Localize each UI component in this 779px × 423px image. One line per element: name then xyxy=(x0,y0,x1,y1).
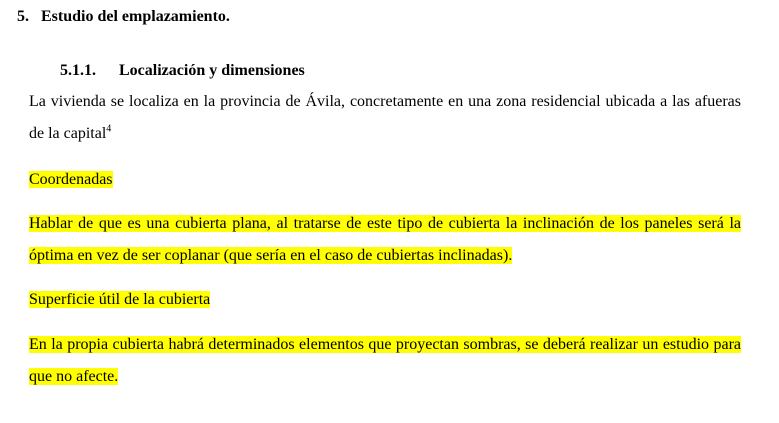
section-number: 5. xyxy=(17,8,29,25)
usable-surface-text: Superficie útil de la cubierta xyxy=(29,291,211,308)
shading-text: En la propia cubierta habrá determinados elementos que proyectan sombras, se deberá realizar un estudio para que no afecte. xyxy=(29,336,741,385)
flat-roof-paragraph xyxy=(29,208,741,272)
intro-paragraph xyxy=(29,86,741,150)
subsection-number: 5.1.1. xyxy=(60,62,96,79)
usable-surface-paragraph xyxy=(29,284,741,316)
intro-text: La vivienda se localiza en la provincia de Ávila, concretamente en una zona residencial ubicada a las afueras de la capital xyxy=(29,93,741,142)
coordinates-text: Coordenadas xyxy=(29,171,113,188)
shading-paragraph xyxy=(29,329,741,393)
section-title: Estudio del emplazamiento. xyxy=(41,8,230,25)
subsection-title: Localización y dimensiones xyxy=(119,62,305,79)
footnote-reference[interactable]: 4 xyxy=(106,123,112,135)
section-heading xyxy=(17,8,230,26)
flat-roof-text: Hablar de que es una cubierta plana, al tratarse de este tipo de cubierta la inclinación de los paneles será la óptima en vez de ser coplanar (que sería en el caso de cubiertas inclinadas). xyxy=(29,215,741,264)
coordinates-paragraph xyxy=(29,164,741,196)
subsection-heading xyxy=(60,62,305,80)
